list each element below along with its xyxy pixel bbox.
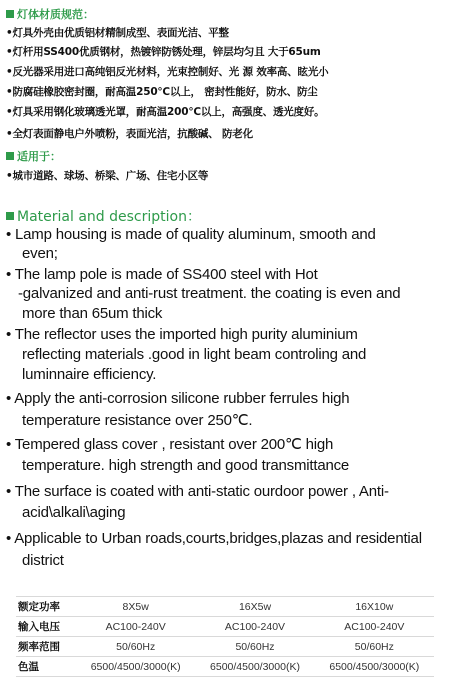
spec-value: 8X5w [76, 597, 195, 617]
en-spec-line: luminnaire efficiency. [22, 366, 157, 383]
cn-spec-heading [6, 6, 94, 22]
spec-value: 50/60Hz [315, 637, 434, 657]
spec-value: 16X5w [195, 597, 314, 617]
en-spec-heading [6, 206, 201, 226]
spec-value: 50/60Hz [195, 637, 314, 657]
spec-value: AC100-240V [315, 617, 434, 637]
en-spec-line: • Apply the anti-corrosion silicone rubber ferrules high [6, 390, 350, 407]
green-square-icon [6, 152, 14, 160]
spec-table [16, 596, 434, 677]
en-spec-line: • Applicable to Urban roads,courts,bridges,plazas and residential [6, 530, 422, 547]
en-spec-line: temperature. high strength and good transmittance [22, 457, 350, 474]
spec-label: 频率范围 [16, 637, 76, 657]
en-spec-line: -galvanized and anti-rust treatment. the coating is even and [18, 285, 401, 302]
cn-spec-title: 灯体材质规范： [17, 8, 94, 21]
spec-value: 6500/4500/3000(K) [195, 657, 314, 677]
en-spec-line: even; [22, 245, 58, 262]
cn-spec-line: •灯具采用钢化玻璃透光罩，耐高温200℃以上，高强度、透光度好。 [6, 106, 325, 118]
spec-value: AC100-240V [76, 617, 195, 637]
cn-spec-line: •反光器采用进口高纯铝反光材料，光束控制好、光 源 效率高、眩光小 [6, 66, 329, 78]
en-spec-line: acid\alkali\aging [22, 504, 126, 521]
table-row [16, 597, 434, 617]
en-spec-line: • Lamp housing is made of quality aluminum, smooth and [6, 226, 376, 243]
en-spec-line: temperature resistance over 250℃. [22, 412, 253, 429]
cn-spec-line: •防腐硅橡胶密封圈，耐高温250℃以上， 密封性能好，防水、防尘 [6, 86, 318, 98]
spec-value: 50/60Hz [76, 637, 195, 657]
table-row [16, 657, 434, 677]
spec-value: 16X10w [315, 597, 434, 617]
table-row [16, 637, 434, 657]
en-spec-line: district [22, 552, 64, 569]
green-square-icon [6, 10, 14, 18]
en-spec-line: • The lamp pole is made of SS400 steel with Hot [6, 266, 318, 283]
cn-apply-heading [6, 148, 61, 164]
en-spec-line: reflecting materials .good in light beam controling and [22, 346, 367, 363]
spec-label: 额定功率 [16, 597, 76, 617]
cn-apply-title: 适用于： [17, 150, 61, 163]
spec-label: 输入电压 [16, 617, 76, 637]
spec-value: 6500/4500/3000(K) [315, 657, 434, 677]
en-spec-title: Material and description： [17, 209, 201, 225]
en-spec-line: • Tempered glass cover , resistant over 200℃ high [6, 436, 334, 453]
spec-label: 色温 [16, 657, 76, 677]
green-square-icon [6, 212, 14, 220]
spec-value: 6500/4500/3000(K) [76, 657, 195, 677]
cn-apply-line: •城市道路、球场、桥梁、广场、住宅小区等 [6, 170, 209, 182]
en-spec-line: • The surface is coated with anti-static ourdoor power , Anti- [6, 483, 389, 500]
table-row [16, 617, 434, 637]
spec-value: AC100-240V [195, 617, 314, 637]
en-spec-line: more than 65um thick [22, 305, 163, 322]
cn-spec-line: •灯杆用SS400优质钢材，热镀锌防锈处理，锌层均匀且 大于65um [6, 46, 321, 58]
en-spec-line: • The reflector uses the imported high purity aluminium [6, 326, 358, 343]
cn-spec-line: •灯具外壳由优质铝材精制成型、表面光洁、平整 [6, 27, 229, 39]
cn-spec-line: •全灯表面静电户外喷粉，表面光洁，抗酸碱、 防老化 [6, 128, 253, 140]
